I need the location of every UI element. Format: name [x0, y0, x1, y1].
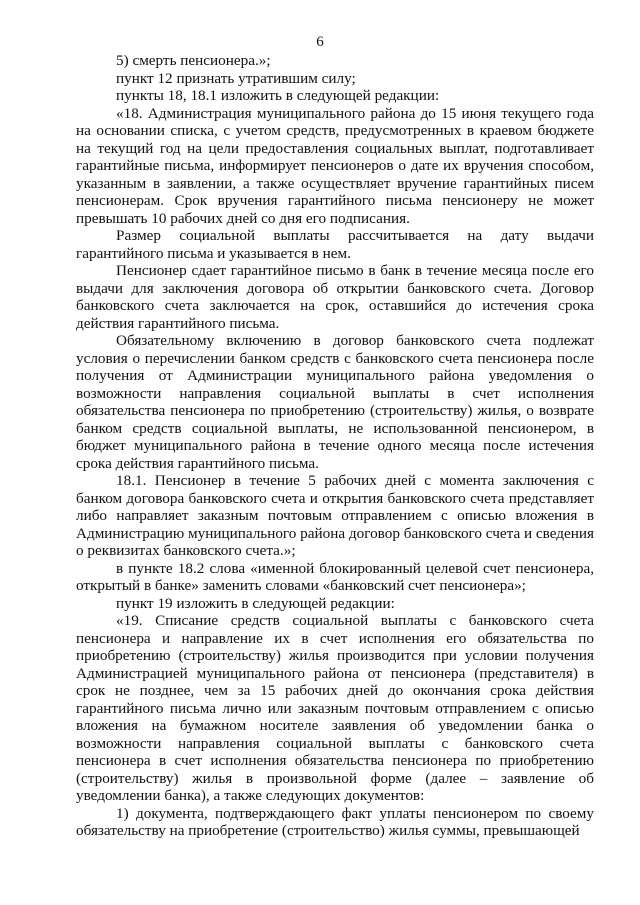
- paragraph-clauses-18-intro: пункты 18, 18.1 изложить в следующей редакции:: [116, 87, 440, 104]
- paragraph-contract-terms: Обязательному включению в договор банковского счета подлежат условия о перечислении банком средств с банковского счета пенсионера после получения от Администрации муниципального района уведомления о возможности направления социальной выплаты в счет исполнения обязательства пенсионера по приобретению (строительству) жилья, о возврате банком средств социальной выплаты, не использованной пенсионером, в бюджет муниципального района в течение одного месяца после истечения срока действия гарантийного письма.: [76, 332, 594, 472]
- paragraph-clause-18-2: в пункте 18.2 слова «именной блокированный целевой счет пенсионера, открытый в банке» заменить словами «банковский счет пенсионера»;: [76, 559, 594, 594]
- paragraph-death-clause: 5) смерть пенсионера.»;: [116, 52, 271, 69]
- paragraph-clause-19-intro: пункт 19 изложить в следующей редакции:: [116, 594, 395, 612]
- page-number: 6: [316, 34, 324, 50]
- paragraph-document-1: 1) документа, подтверждающего факт уплаты пенсионером по своему обязательству на приобретение (строительство) жилья суммы, превышающей: [76, 804, 594, 839]
- paragraph-clause-19: «19. Списание средств социальной выплаты с банковского счета пенсионера и направление их в счет исполнения его обязательства по приобретению (строительству) жилья производится при условии получения Администрацией муниципального района от пенсионера (представителя) в срок не позднее, чем за 15 рабочих дней до окончания срока действия гарантийного письма лично или заказным почтовым отправлением с описью вложения на бумажном носителе заявления об уведомлении банка о возможности направления социальной выплаты с банковского счета пенсионера в счет исполнения обязательства пенсионера по приобретению (строительству) жилья в произвольной форме (далее – заявление об уведомлении банка), а также следующих документов:: [76, 612, 594, 804]
- paragraph-clause-12: пункт 12 признать утратившим силу;: [116, 69, 356, 87]
- paragraph-payment-size: Размер социальной выплаты рассчитывается на дату выдачи гарантийного письма и указывается в нем.: [76, 227, 594, 262]
- paragraph-clause-18: «18. Администрация муниципального района до 15 июня текущего года на основании списка, с учетом средств, предусмотренных в краевом бюджете на текущий год на цели предоставления социальных выплат, подготавливает гарантийные письма, информирует пенсионеров о дате их вручения способом, указанным в заявлении, а также осуществляет вручение гарантийных писем пенсионерам. Срок вручения гарантийного письма пенсионеру не может превышать 10 рабочих дней со дня его подписания.: [76, 104, 594, 227]
- paragraph-clause-18-1: 18.1. Пенсионер в течение 5 рабочих дней с момента заключения с банком договора банковского счета и открытия банковского счета представляет либо направляет заказным почтовым отправлением с описью вложения в Администрацию муниципального района договор банковского счета и сведения о реквизитах банковского счета.»;: [76, 472, 594, 559]
- paragraph-bank-letter: Пенсионер сдает гарантийное письмо в банк в течение месяца после его выдачи для заключения договора об открытии банковского счета. Договор банковского счета заключается на срок, оставшийся до истечения срока действия гарантийного письма.: [76, 262, 594, 332]
- document-body: [76, 52, 594, 840]
